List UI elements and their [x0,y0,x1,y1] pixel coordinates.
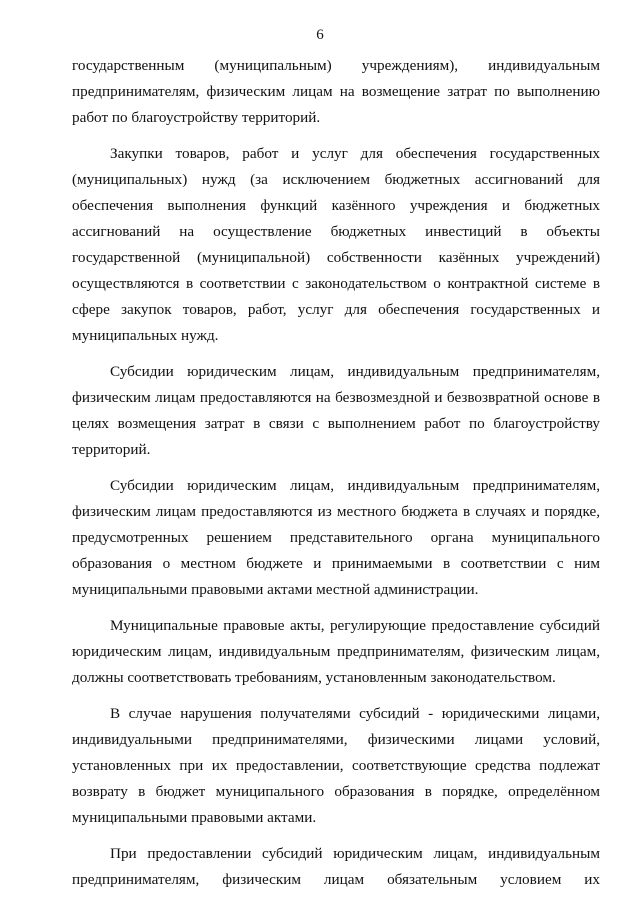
paragraph [72,53,600,131]
text-line: образования о местном бюджете и принимаемыми в соответствии с ним [72,555,600,572]
text-line: целях возмещения затрат в связи с выполнением работ по благоустройству [72,415,600,432]
text-line: государственным (муниципальным) учреждениям), индивидуальным [72,57,600,74]
paragraph [72,701,600,831]
text-line: Субсидии юридическим лицам, индивидуальным предпринимателям, [110,363,600,380]
text-line: предпринимателям, физическим лицам обязательным условием их [72,871,600,888]
text-line: работ по благоустройству территорий. [72,109,321,126]
text-line: возврату в бюджет муниципального образования в порядке, определённом [72,783,600,800]
text-line: предпринимателям, физическим лицам на возмещение затрат по выполнению [72,83,600,100]
text-line: (муниципальных) нужд (за исключением бюджетных ассигнований для [72,171,600,188]
text-line: физическим лицам предоставляются на безвозмездной и безвозвратной основе в [72,389,600,406]
paragraph [72,359,600,463]
paragraph [72,141,600,349]
text-line: муниципальных нужд. [72,327,219,344]
text-line: При предоставлении субсидий юридическим лицам, индивидуальным [110,845,600,862]
text-line: Субсидии юридическим лицам, индивидуальным предпринимателям, [110,477,600,494]
paragraph [72,473,600,603]
text-line: В случае нарушения получателями субсидий - юридическими лицами, [110,705,600,722]
text-line: ассигнований на осуществление бюджетных инвестиций в объекты [72,223,600,240]
text-line: территорий. [72,441,151,458]
text-line: предусмотренных решением представительного органа муниципального [72,529,600,546]
text-line: юридическим лицам, индивидуальным предпринимателям, физическим лицам, [72,643,600,660]
paragraph [72,613,600,691]
text-line: должны соответствовать требованиям, установленным законодательством. [72,669,556,686]
page-number: 6 [316,27,324,43]
text-line: муниципальными правовыми актами. [72,809,317,826]
text-line: Закупки товаров, работ и услуг для обеспечения государственных [110,145,600,162]
text-line: муниципальными правовыми актами местной администрации. [72,581,479,598]
text-line: физическим лицам предоставляются из местного бюджета в случаях и порядке, [72,503,600,520]
text-line: сфере закупок товаров, работ, услуг для обеспечения государственных и [72,301,600,318]
text-line: государственной (муниципальной) собственности казённых учреждений) [72,249,600,266]
paragraph [72,841,600,893]
text-line: индивидуальными предпринимателями, физическими лицами условий, [72,731,600,748]
text-line: установленных при их предоставлении, соответствующие средства подлежат [72,757,600,774]
text-line: обеспечения выполнения функций казённого учреждения и бюджетных [72,197,600,214]
text-line: осуществляются в соответствии с законодательством о контрактной системе в [72,275,600,292]
document-body [72,53,600,893]
text-line: Муниципальные правовые акты, регулирующие предоставление субсидий [110,617,600,634]
